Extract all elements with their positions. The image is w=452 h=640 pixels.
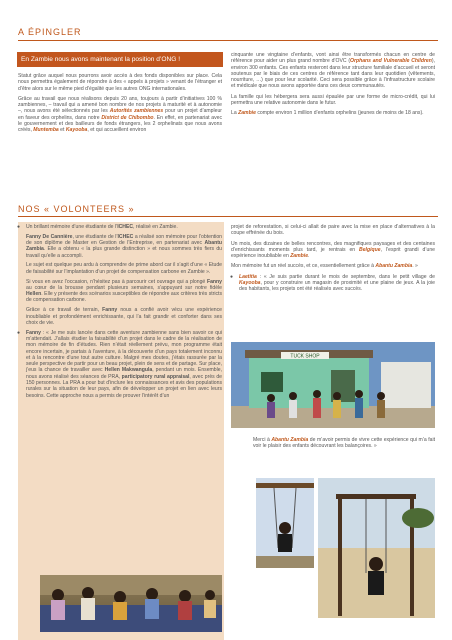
bullet-paragraph: Mon mémoire fut un réel succès, et ce, essentiellement grâce à Abantu Zambia. »	[231, 263, 418, 270]
volunteers-title: NOS « VOLONTEERS »	[18, 204, 135, 214]
bullet-paragraph: Si vous en avez l’occasion, n’hésitez pas à parcourir cet ouvrage qui a plongé Fanny au cœur de la brousse pendant plusieurs semaines, s’appuyant sur notre fidèle Hellen. Elle y présente des scénarios susceptibles de répondre aux critères très stricts de compensation carbone.	[26, 278, 222, 304]
bullet-paragraph: Le sujet est quelque peu ardu à comprendre de prime abord car il s’agit d’une « Etude de faisabilité sur l’implantation d’un projet de compensation carbone en Zambie ».	[26, 262, 222, 275]
volunteers-rule	[18, 216, 438, 217]
bullet-paragraph: Un mois, des dizaines de belles rencontres, des magnifiques paysages et des centaines d’enrichissants moments plus tard, je rentrais en Belgique, l’esprit grandi d’une expérience inoubliable en Zambie.	[231, 240, 435, 260]
left-column	[18, 73, 222, 138]
bullet-item: ● Un brillant mémoire d’une étudiante de l’ICHEC, réalisé en Zambie.	[17, 224, 178, 230]
swing-illustration-1	[256, 478, 314, 568]
bullet-item: ● Fanny : « Je me suis lancée dans cette aventure zambienne sans bien savoir ce qui m’attendait. J’allais étudier la faisabilité d’un projet dans le cadre de la réalisation de mon mémoire de fin d’études. Rien n’était réellement prévu, mon programme était encore incertain, je partais à l’aventure, à la découverte d’un pays totalement inconnu et à la rencontre d’une tout autre culture. Malgré mes doutes, j’étais rassurée par la seule perspective de partir pour un beau projet, plein de sens et de partage. Sur place, j’eus la chance de travailler avec Hellen Makwangula, pendant un mois. Ensemble, nous avons réalisé des séances de PRA, participatory rural appraisal, avec près de 150 personnes. La PRA a pour but d’inclure les connaissances et avis des populations rurales sur la situation de leur pays, afin de développer un projet en lien avec leurs besoins. Cette approche nous a permis de prouver l’intérêt d’un	[17, 329, 223, 399]
tuck-shop-illustration	[231, 342, 435, 428]
bullet-paragraph: Fanny De Cannière, une étudiante de l’ICHEC a réalisé son mémoire pour l’obtention de son diplôme de Master en Gestion de l’Entreprise, en partenariat avec Abantu Zambia. Elle a obtenu « la plus grande distinction » et nous sommes très fiers du travail qu’elle a accompli.	[26, 233, 222, 259]
left-paragraph-2: Grâce au travail que nous réalisons depuis 20 ans, toujours à partir d’initiatives 100 % zambiennes, – travail qui a amené bon nombre de nos projets à maturité et à autonomie –, nous avons été sélectionnés par les Autorités zambiennes pour un projet d’ampleur en faveur des orphelins, dans notre District de Chibombo. En effet, en partenariat avec le gouvernement et des bailleurs de fonds étrangers, les 2 orphelinats que nous avons créés, Muntemba et Kayooba, et qui accueillent environ	[18, 95, 222, 134]
title-rule	[18, 40, 438, 41]
tuck-shop-photo	[231, 342, 435, 428]
bullet-paragraph: projet de reforestation, si celui-ci allait de paire avec la mise en place d’alternatives à la coupe effrénée du bois.	[231, 224, 435, 237]
right-paragraph-3: La Zambie compte environ 1 million d’enfants orphelins (jeunes de moins de 18 ans).	[231, 110, 424, 117]
right-paragraph-1: cinquante une vingtaine d’enfants, vont ainsi être transformés chacun en centre de référence pour aider un plus grand nombre d’OVC (Orphans and Vulnerable Children), environ 300 enfants. Ces enfants resteront dans leur structure familiale d’accueil et seront soutenus par le biais de ces centres de référence tant dans leur quotidien (vêtements, nourriture, …) que pour leur scolarité. Ceci sera possible grâce à l’infrastructure scolaire et médicale que nous avons apportée dans ces deux communautés.	[231, 52, 436, 90]
right-paragraph-2: La famille qui les hébergera sera aussi épaulée par une forme de micro-crédit, qui lui permettra une relative autonomie dans le futur.	[231, 93, 435, 107]
left-paragraph-1: Statut grâce auquel nous pourrons avoir accès à des fonds disponibles sur place. Cela nous permettra également de répondre à des « appels à projets » venant de l’étranger et d’être alors sur le même pied d’égalité que les autres ONG internationales.	[18, 73, 222, 92]
bullet-item: ● Laetitia : « Je suis partie durant le mois de septembre, dans le petit village de Kayooba, pour y construire un magasin de proximité et une plaine de jeux. A la joie des habitants, les projets ont été réalisés avec succès.	[230, 273, 435, 293]
children-illustration	[40, 575, 222, 632]
swing-photo-2	[318, 478, 435, 618]
right-bullets	[231, 224, 435, 297]
section-title: A ÉPINGLER	[18, 27, 82, 37]
bullet-icon: ●	[17, 329, 21, 336]
children-photo	[40, 575, 222, 632]
swing-photo-1	[256, 478, 314, 568]
photo-caption: Merci à Abantu Zambia de m’avoir permis de vivre cette expérience qui m’a fait voir le plaisir des enfants découvrant les balançoires. »	[253, 437, 435, 450]
right-column	[231, 52, 435, 121]
bullet-icon: ●	[230, 273, 234, 280]
shop-sign: TUCK SHOP	[290, 353, 320, 360]
left-bullets	[17, 224, 223, 402]
bullet-icon: ●	[17, 224, 21, 230]
swing-illustration-2	[318, 478, 435, 618]
bullet-paragraph: Grâce à ce travail de terrain, Fanny nous a confié avoir vécu une expérience inoubliable et profondément enrichissante, qui l’a fait grandir et conforter dans ses choix de vie.	[26, 307, 222, 326]
banner: En Zambie nous avons maintenant la position d’ONG !	[17, 52, 223, 67]
